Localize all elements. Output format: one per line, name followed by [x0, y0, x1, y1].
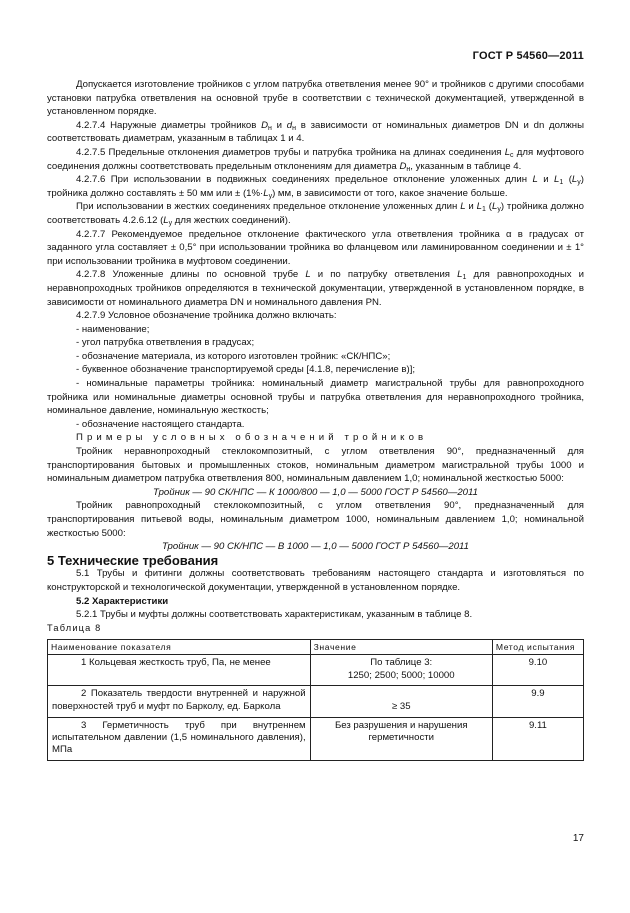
column-header: Наименование показателя [48, 640, 311, 655]
characteristics-table [47, 639, 584, 760]
table-row [48, 686, 584, 717]
list-item: - обозначение материала, из которого изготовлен тройник: «СК/НПС»; [76, 350, 391, 362]
paragraph-4-2-7-5: 4.2.7.5 Предельные отклонения диаметров трубы и патрубка тройника на длинах соединения $L_с$ для муфтового соединения должны соответствовать предельным отклонениям для диаметра $D_н$, указанным в таблице 4. [47, 146, 584, 173]
paragraph-5-2-1: 5.2.1 Трубы и муфты должны соответствовать характеристикам, указанным в таблице 8. [76, 609, 473, 621]
table-cell-value: По таблице 3: 1250; 2500; 5000; 10000 [310, 655, 492, 686]
examples-heading: Примеры условных обозначений тройников [76, 432, 428, 444]
list-item: - номинальные параметры тройника: номинальный диаметр магистральной трубы для равнопроходного тройника или номинальные диаметры основной трубы и патрубка ответвления для неравнопроходного тройника, номинальное давление, номинальную жесткость; [47, 378, 584, 417]
paragraph-4-2-7-7: 4.2.7.7 Рекомендуемое предельное отклонение фактического угла ответвления тройника α в градусах от заданного угла составляет ± 0,5° при использовании тройника во фланцевом или ламинированном соединении и ± 1° при использовании тройника в муфтовом соединении. [47, 228, 584, 267]
table-cell-name: 1 Кольцевая жесткость труб, Па, не менее [48, 655, 311, 686]
paragraph-5-1: 5.1 Трубы и фитинги должны соответствовать требованиям настоящего стандарта и изготовляться по конструкторской и технологической документации, утвержденной в установленном порядке. [47, 568, 584, 593]
example-2-designation: Тройник — 90 СК/НПС — В 1000 — 1,0 — 5000 ГОСТ Р 54560—2011 [162, 541, 469, 553]
table-caption: Таблица 8 [47, 622, 102, 633]
column-header: Значение [310, 640, 492, 655]
example-2-text: Тройник равнопроходный стеклокомпозитный, с углом ответвления 90°, предназначенный для транспортирования питьевой воды, номинальным диаметром 1000, номинальным давлением 1,0; номинальной жесткостью 5000: [47, 500, 584, 539]
list-item: - буквенное обозначение транспортируемой среды [4.1.8, перечисление в)]; [76, 364, 416, 376]
paragraph: Допускается изготовление тройников с углом патрубка ответвления менее 90° и тройников с другими способами установки патрубка ответвления на основной трубе в соответствии с технической документацией, утвержденной в установленном порядке. [47, 79, 584, 118]
table-cell-value: Без разрушения и нарушения герметичности [310, 717, 492, 760]
table-cell-value: ≥ 35 [310, 686, 492, 717]
paragraph-4-2-7-9: 4.2.7.9 Условное обозначение тройника должно включать: [76, 310, 337, 322]
example-1-designation: Тройник — 90 СК/НПС — К 1000/800 — 1,0 — 5000 ГОСТ Р 54560—2011 [153, 486, 478, 498]
table-cell-method: 9.9 [492, 686, 583, 717]
paragraph-4-2-7-8: 4.2.7.8 Уложенные длины по основной трубе L и по патрубку ответвления $L_1$ для равнопроходных и неравнопроходных тройников определяются в технической документации, утвержденной в установленном порядке, в зависимости от номинального диаметра DN и номинального давления PN. [47, 269, 585, 308]
list-item: - обозначение настоящего стандарта. [76, 418, 245, 430]
table-row [48, 655, 584, 686]
document-id-header: ГОСТ Р 54560—2011 [472, 50, 584, 62]
column-header: Метод испытания [492, 640, 583, 655]
paragraph-rigid-joints: При использовании в жестких соединениях предельное отклонение уложенных длин L и $L_1$ $(L_y)$ тройника должно соответствовать 4.2.6.12 ($L_y$ для жестких соединений). [47, 201, 584, 227]
table-cell-name: 3 Герметичность труб при внутреннем испытательном давлении (1,5 номинального давления), МПа [48, 717, 311, 760]
table-header-row [48, 640, 584, 655]
table-cell-name: 2 Показатель твердости внутренней и наружной поверхностей труб и муфт по Барколу, ед. Баркола [48, 686, 311, 717]
table-cell-method: 9.10 [492, 655, 583, 686]
paragraph-4-2-7-4: 4.2.7.4 Наружные диаметры тройников $D_н$ и $d_н$ в зависимости от номинальных диаметров DN и dn должны соответствовать диаметрам, указанным в таблицах 1 и 4. [47, 119, 584, 145]
page-content [47, 78, 584, 761]
page-number: 17 [572, 833, 584, 844]
table-cell-method: 9.11 [492, 717, 583, 760]
table-row [48, 717, 584, 760]
list-item: - угол патрубка ответвления в градусах; [76, 337, 255, 349]
paragraph-4-2-7-6: 4.2.7.6 При использовании в подвижных соединениях предельное отклонение уложенных длин L и $L_1$ $(L_y)$ тройника должно составлять ± 50 мм или ± $(1\%\cdot L_y)$ мм, в зависимости от того, какое значение больше. [47, 174, 584, 200]
section-title: 5 Технические требования [47, 552, 219, 568]
subsection-title: 5.2 Характеристики [76, 595, 169, 607]
example-1-text: Тройник неравнопроходный стеклокомпозитный, с углом ответвления 90°, предназначенный для транспортирования бытовых и промышленных стоков, номинальным диаметром магистральной трубы 1000 и номинальным диаметром патрубка ответвления 800, номинальным давлением 1,0; номинальной жесткостью 5000: [47, 446, 584, 485]
list-item: - наименование; [76, 323, 150, 335]
